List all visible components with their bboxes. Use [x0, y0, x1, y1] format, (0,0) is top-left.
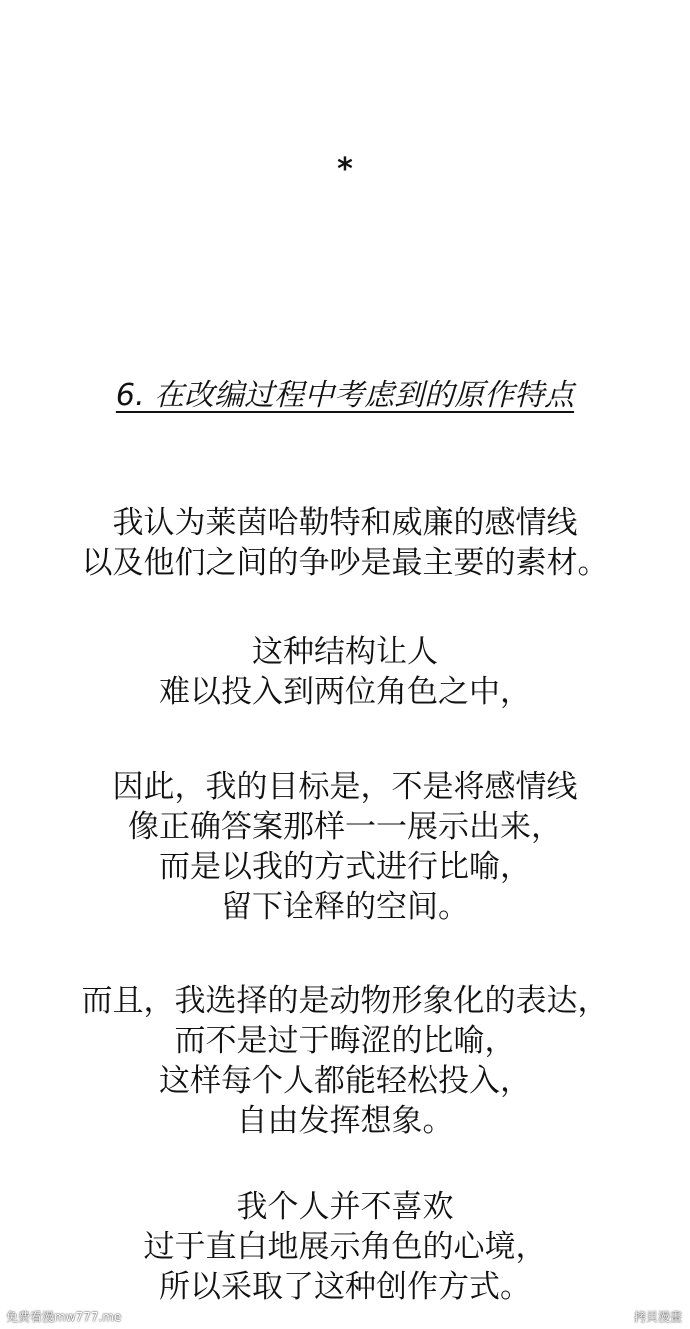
paragraph-4 — [0, 981, 690, 1141]
paragraph-line: 而且，我选择的是动物形象化的表达， — [81, 983, 609, 1019]
paragraph-line: 而不是过于晦涩的比喻， — [174, 1023, 516, 1059]
paragraph-line: 过于直白地展示角色的心境， — [143, 1229, 547, 1265]
watermark-left: 免费看漫mw777.me — [6, 1310, 122, 1324]
paragraph-line: 像正确答案那样一一展示出来， — [128, 809, 562, 845]
paragraph-5 — [0, 1187, 690, 1307]
paragraph-line: 这种结构让人 — [252, 634, 438, 670]
paragraph-2 — [0, 632, 690, 712]
paragraph-line: 留下诠释的空间。 — [221, 889, 469, 925]
paragraph-line: 因此，我的目标是，不是将感情线 — [112, 769, 578, 805]
paragraph-line: 难以投入到两位角色之中， — [159, 674, 531, 710]
paragraph-line: 而是以我的方式进行比喻， — [159, 849, 531, 885]
section-heading — [0, 374, 690, 422]
watermark-right: 拷貝漫畫 — [633, 1310, 682, 1324]
paragraph-line: 自由发挥想象。 — [236, 1103, 454, 1139]
paragraph-line: 以及他们之间的争吵是最主要的素材。 — [81, 545, 609, 581]
paragraph-3 — [0, 767, 690, 927]
paragraph-1 — [0, 503, 690, 583]
paragraph-line: 所以采取了这种创作方式。 — [159, 1269, 531, 1305]
paragraph-line: 我认为莱茵哈勒特和威廉的感情线 — [112, 505, 578, 541]
section-heading-text: 6. 在改编过程中考虑到的原作特点 — [115, 378, 575, 413]
section-separator: * — [337, 152, 353, 187]
paragraph-line: 这样每个人都能轻松投入， — [159, 1063, 531, 1099]
paragraph-line: 我个人并不喜欢 — [236, 1189, 454, 1225]
